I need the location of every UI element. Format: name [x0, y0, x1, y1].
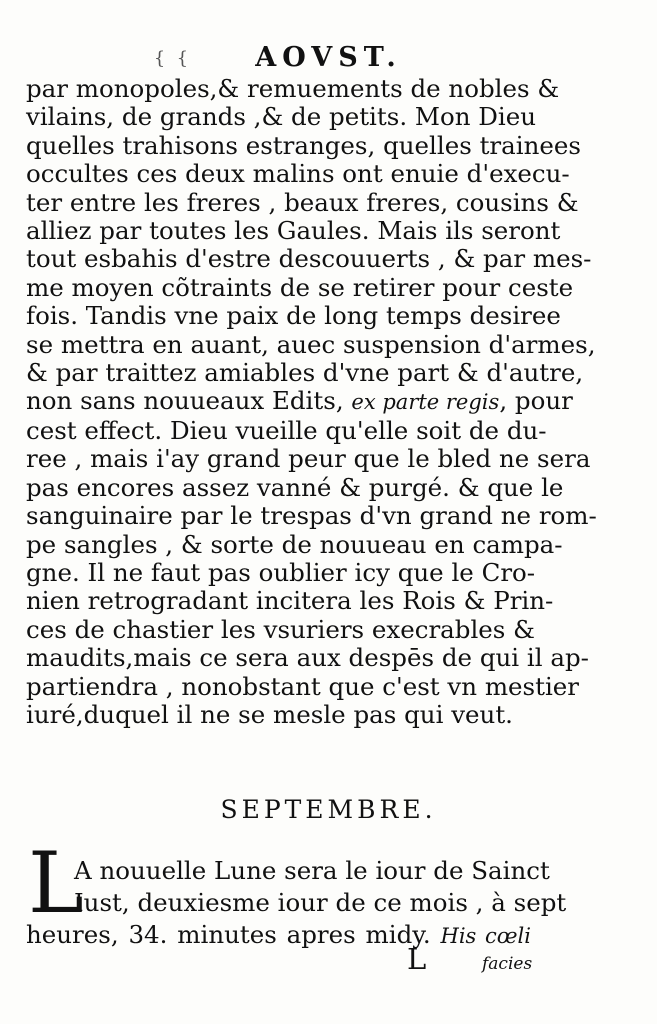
drop-capital: L [28, 834, 84, 932]
text-line: iuré,duquel il ne se mesle pas qui veut. [26, 699, 513, 729]
text-line: A nouuelle Lune sera le iour de Sainct [74, 856, 550, 885]
running-header: AOVST. [255, 42, 402, 73]
text-segment: heures, 34. minutes apres midy. [26, 920, 431, 949]
text-line: gne. Il ne faut pas oublier icy que le Cro- [26, 557, 536, 587]
text-line: pas encores assez vanné & purgé. & que le [26, 472, 564, 502]
catchword: facies [482, 954, 533, 974]
text-line-with-italic [26, 919, 531, 952]
main-text-block [26, 74, 597, 729]
text-line: sanguinaire par le trespas d'vn grand ne rom- [26, 501, 597, 531]
text-line: nien retrogradant incitera les Rois & Prin- [26, 586, 554, 616]
section-title: SEPTEMBRE. [220, 795, 437, 824]
text-line: pe sangles , & sorte de nouueau en campa- [26, 529, 563, 559]
text-line: se mettra en auant, auec suspension d'armes, [26, 329, 596, 359]
text-line: vilains, de grands ,& de petits. Mon Dieu [26, 102, 537, 132]
text-line: tout esbahis d'estre descouuerts , & par mes- [26, 244, 592, 274]
text-line: partiendra , nonobstant que c'est vn mestier [26, 671, 580, 701]
page-mark: { { [148, 48, 189, 69]
text-line: cest effect. Dieu vueille qu'elle soit de du- [26, 415, 547, 445]
text-line: ces de chastier les vsuriers execrables & [26, 614, 535, 644]
text-line: occultes ces deux malins ont enuie d'execu- [26, 159, 570, 189]
text-line: maudits,mais ce sera aux despēs de qui il ap- [26, 643, 589, 673]
italic-phrase: His cœli [440, 924, 531, 948]
section-text-block [26, 855, 567, 952]
text-line: & par traittez amiables d'vne part & d'autre, [26, 358, 584, 388]
text-line: ree , mais i'ay grand peur que le bled ne sera [26, 444, 591, 474]
text-line: ter entre les freres , beaux freres, cousins & [26, 187, 579, 217]
signature-mark: L [407, 942, 427, 976]
text-line: me moyen cõtraints de se retirer pour ceste [26, 272, 574, 302]
text-line: par monopoles,& remuements de nobles & [26, 74, 560, 103]
text-segment: , pour [499, 386, 573, 416]
text-line: Iust, deuxiesme iour de ce mois , à sept [74, 888, 567, 917]
text-line: alliez par toutes les Gaules. Mais ils seront [26, 216, 561, 246]
text-line: fois. Tandis vne paix de long temps desiree [26, 301, 561, 331]
text-line-with-italic [26, 386, 573, 416]
text-line: quelles trahisons estranges, quelles trainees [26, 130, 581, 160]
italic-phrase: ex parte regis [351, 390, 500, 415]
text-segment: non sans nouueaux Edits, [26, 386, 344, 416]
